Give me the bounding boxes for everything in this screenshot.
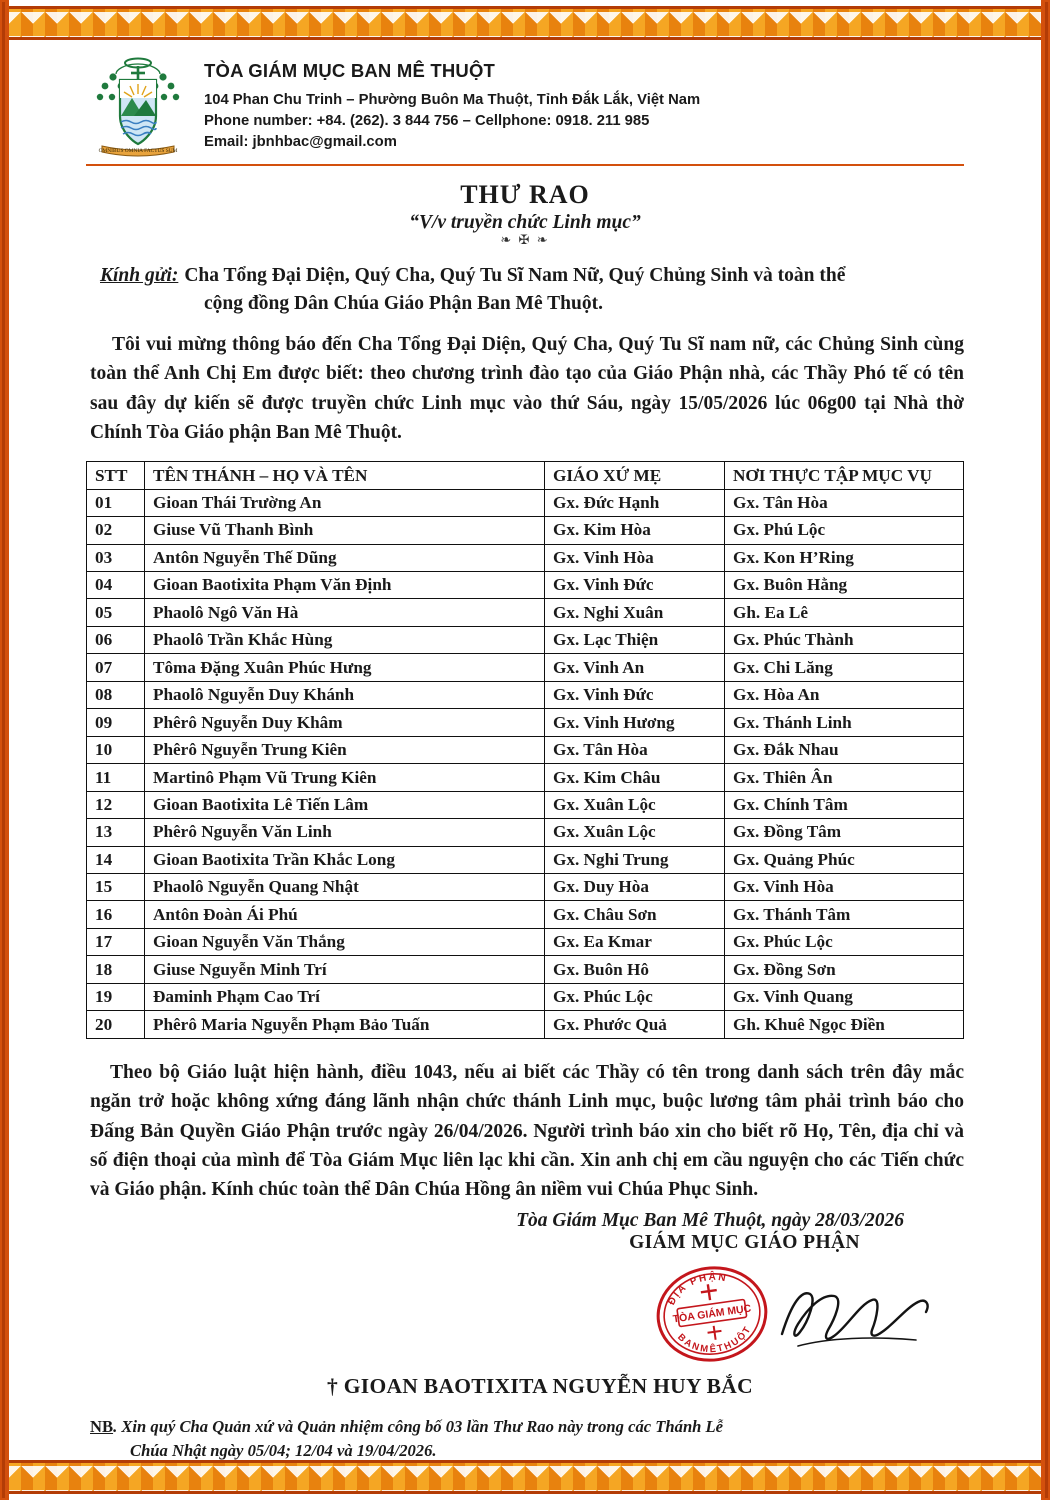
handwritten-signature: [776, 1276, 936, 1356]
table-row: [87, 626, 964, 653]
svg-text:BANMÊTHUỘT: BANMÊTHUỘT: [675, 1323, 755, 1356]
cell-assignment: Gx. Kon H’Ring: [725, 544, 964, 571]
cell-parish: Gx. Vinh Hòa: [545, 544, 725, 571]
ordinands-table: [86, 461, 964, 1039]
organization-phone: Phone number: +84. (262). 3 844 756 – Cellphone: 0918. 211 985: [204, 113, 650, 129]
cell-stt: 07: [87, 654, 145, 681]
cell-assignment: Gh. Khuê Ngọc Điền: [725, 1011, 964, 1038]
cell-assignment: Gx. Thánh Tâm: [725, 901, 964, 928]
cell-parish: Gx. Buôn Hô: [545, 956, 725, 983]
svg-text:TÒA GIÁM MỤC: TÒA GIÁM MỤC: [672, 1302, 752, 1326]
cell-stt: 03: [87, 544, 145, 571]
organization-name: TÒA GIÁM MỤC BAN MÊ THUỘT: [204, 60, 496, 81]
signature-place-date: Tòa Giám Mục Ban Mê Thuột, ngày 28/03/2026: [516, 1210, 904, 1232]
table-row: [87, 791, 964, 818]
cell-parish: Gx. Châu Sơn: [545, 901, 725, 928]
cell-name: Gioan Baotixita Trần Khắc Long: [145, 846, 545, 873]
cell-name: Gioan Nguyễn Văn Thắng: [145, 928, 545, 955]
cell-stt: 08: [87, 681, 145, 708]
cell-assignment: Gx. Buôn Hằng: [725, 571, 964, 598]
cell-assignment: Gx. Phúc Thành: [725, 626, 964, 653]
table-header-row: [87, 462, 964, 489]
border-line-left: [2, 2, 5, 1498]
cell-stt: 02: [87, 517, 145, 544]
note-tag: NB: [90, 1417, 114, 1437]
document-title: THƯ RAO: [460, 180, 590, 209]
addressee-line-1: Cha Tổng Đại Diện, Quý Cha, Quý Tu Sĩ Nam Nữ, Quý Chủng Sinh và toàn thể: [184, 265, 846, 286]
cell-parish: Gx. Tân Hòa: [545, 736, 725, 763]
cell-stt: 15: [87, 873, 145, 900]
decorative-band-top: [9, 6, 1041, 40]
cell-assignment: Gx. Thánh Linh: [725, 709, 964, 736]
intro-paragraph: Tôi vui mừng thông báo đến Cha Tổng Đại Diện, Quý Cha, Quý Tu Sĩ nam nữ, các Chủng Sinh cùng toàn thể Anh Chị Em được biết: theo chương trình đào tạo của Giáo Phận nhà, các Thầy Phó tế có tên sau đây dự kiến sẽ được truyền chức Linh mục vào thứ Sáu, ngày 15/05/2026 lúc 06g00 tại Nhà thờ Chính Tòa Giáo phận Ban Mê Thuột.: [90, 334, 964, 443]
header-name: TÊN THÁNH – HỌ VÀ TÊN: [145, 462, 545, 489]
document-body: [24, 46, 1026, 1460]
cell-parish: Gx. Phúc Lộc: [545, 983, 725, 1010]
cell-parish: Gx. Vinh Đức: [545, 571, 725, 598]
cell-name: Phaolô Nguyễn Duy Khánh: [145, 681, 545, 708]
cell-stt: 18: [87, 956, 145, 983]
cell-name: Phêrô Nguyễn Trung Kiên: [145, 736, 545, 763]
table-row: [87, 873, 964, 900]
cell-stt: 12: [87, 791, 145, 818]
cell-name: Gioan Baotixita Lê Tiến Lâm: [145, 791, 545, 818]
svg-text:ĐỊA PHẬN: ĐỊA PHẬN: [666, 1272, 729, 1308]
cell-stt: 05: [87, 599, 145, 626]
cell-assignment: Gx. Chi Lăng: [725, 654, 964, 681]
ornament-divider: ❧ ✠ ❧: [500, 232, 550, 247]
table-row: [87, 983, 964, 1010]
table-row: [87, 764, 964, 791]
cell-assignment: Gx. Đắk Nhau: [725, 736, 964, 763]
cell-stt: 16: [87, 901, 145, 928]
cell-stt: 11: [87, 764, 145, 791]
cell-parish: Gx. Lạc Thiện: [545, 626, 725, 653]
table-row: [87, 846, 964, 873]
cell-parish: Gx. Ea Kmar: [545, 928, 725, 955]
cell-assignment: Gx. Đồng Tâm: [725, 819, 964, 846]
cell-name: Giuse Nguyễn Minh Trí: [145, 956, 545, 983]
cell-parish: Gx. Duy Hòa: [545, 873, 725, 900]
cell-name: Giuse Vũ Thanh Bình: [145, 517, 545, 544]
cell-stt: 06: [87, 626, 145, 653]
header-home-parish: GIÁO XỨ MẸ: [545, 462, 725, 489]
cell-stt: 04: [87, 571, 145, 598]
cell-name: Martinô Phạm Vũ Trung Kiên: [145, 764, 545, 791]
cell-stt: 14: [87, 846, 145, 873]
cell-name: Antôn Đoàn Ái Phú: [145, 901, 545, 928]
cell-assignment: Gx. Tân Hòa: [725, 489, 964, 516]
addressee-block: [86, 262, 964, 318]
cell-name: Tôma Đặng Xuân Phúc Hưng: [145, 654, 545, 681]
document-subtitle: “V/v truyền chức Linh mục”: [409, 212, 641, 233]
organization-email: Email: jbnhbac@gmail.com: [204, 134, 397, 150]
table-row: [87, 489, 964, 516]
border-line-right: [1045, 2, 1048, 1498]
cell-parish: Gx. Xuân Lộc: [545, 819, 725, 846]
table-row: [87, 544, 964, 571]
cell-stt: 17: [87, 928, 145, 955]
cell-name: Đaminh Phạm Cao Trí: [145, 983, 545, 1010]
cell-parish: Gx. Vinh Hương: [545, 709, 725, 736]
cell-name: Phaolô Ngô Văn Hà: [145, 599, 545, 626]
cell-stt: 13: [87, 819, 145, 846]
cell-name: Phêrô Nguyễn Văn Linh: [145, 819, 545, 846]
cell-name: Antôn Nguyễn Thế Dũng: [145, 544, 545, 571]
cell-name: Gioan Thái Trường An: [145, 489, 545, 516]
header-stt: STT: [87, 462, 145, 489]
official-seal-stamp-icon: [646, 1258, 778, 1370]
table-row: [87, 654, 964, 681]
cell-parish: Gx. Kim Hòa: [545, 517, 725, 544]
cell-stt: 09: [87, 709, 145, 736]
cell-parish: Gx. Đức Hạnh: [545, 489, 725, 516]
note-block: [86, 1415, 964, 1461]
cell-name: Phêrô Maria Nguyễn Phạm Bảo Tuấn: [145, 1011, 545, 1038]
note-line-2: Chúa Nhật ngày 05/04; 12/04 và 19/04/2026.: [130, 1440, 437, 1460]
table-row: [87, 571, 964, 598]
cell-name: Gioan Baotixita Phạm Văn Định: [145, 571, 545, 598]
cell-assignment: Gx. Phú Lộc: [725, 517, 964, 544]
cell-assignment: Gx. Vinh Hòa: [725, 873, 964, 900]
table-row: [87, 956, 964, 983]
signature-area: [86, 1254, 964, 1372]
closing-paragraph: Theo bộ Giáo luật hiện hành, điều 1043, nếu ai biết các Thầy có tên trong danh sách trên đây mắc ngăn trở hoặc không xứng đáng lãnh nhận chức thánh Linh mục, buộc lương tâm phải trình báo cho Đấng Bản Quyền Giáo Phận trước ngày 26/04/2026. Người trình báo xin cho biết rõ Họ, Tên, địa chỉ và số điện thoại của mình để Tòa Giám Mục liên lạc khi cần. Xin anh chị em cầu nguyện cho các Tiến chức và Giáo phận. Kính chúc toàn thể Dân Chúa Hồng ân niềm vui Chúa Phục Sinh.: [90, 1062, 964, 1201]
cell-stt: 20: [87, 1011, 145, 1038]
cell-stt: 10: [87, 736, 145, 763]
cell-assignment: Gx. Hòa An: [725, 681, 964, 708]
cell-stt: 19: [87, 983, 145, 1010]
signature-role: GIÁM MỤC GIÁO PHẬN: [629, 1232, 860, 1254]
diocese-crest-icon: [90, 54, 186, 158]
cell-name: Phêrô Nguyễn Duy Khâm: [145, 709, 545, 736]
cell-assignment: Gx. Thiên Ân: [725, 764, 964, 791]
decorative-band-bottom: [9, 1460, 1041, 1494]
cell-stt: 01: [87, 489, 145, 516]
table-row: [87, 709, 964, 736]
cell-assignment: Gx. Đồng Sơn: [725, 956, 964, 983]
ordinands-table-body: [87, 489, 964, 1038]
cell-name: Phaolô Trần Khắc Hùng: [145, 626, 545, 653]
addressee-line-2: cộng đồng Dân Chúa Giáo Phận Ban Mê Thuột.: [204, 293, 603, 315]
cell-assignment: Gx. Quảng Phúc: [725, 846, 964, 873]
organization-address: 104 Phan Chu Trinh – Phường Buôn Ma Thuột, Tỉnh Đắk Lắk, Việt Nam: [204, 92, 701, 108]
cell-parish: Gx. Nghi Trung: [545, 846, 725, 873]
bishop-name: † GIOAN BAOTIXITA NGUYỄN HUY BẮC: [327, 1374, 753, 1399]
table-row: [87, 901, 964, 928]
cell-parish: Gx. Phước Quả: [545, 1011, 725, 1038]
svg-text:OMNIBUS OMNIA FACTUS SUM: OMNIBUS OMNIA FACTUS SUM: [98, 148, 178, 154]
table-row: [87, 681, 964, 708]
table-row: [87, 928, 964, 955]
addressee-label: Kính gửi:: [100, 265, 179, 286]
cell-assignment: Gh. Ea Lê: [725, 599, 964, 626]
cell-assignment: Gx. Chính Tâm: [725, 791, 964, 818]
header-pastoral-assignment: NƠI THỰC TẬP MỤC VỤ: [725, 462, 964, 489]
table-row: [87, 599, 964, 626]
cell-parish: Gx. Kim Châu: [545, 764, 725, 791]
table-row: [87, 1011, 964, 1038]
cell-parish: Gx. Vinh Đức: [545, 681, 725, 708]
table-row: [87, 819, 964, 846]
cell-parish: Gx. Nghi Xuân: [545, 599, 725, 626]
table-row: [87, 736, 964, 763]
cell-name: Phaolô Nguyễn Quang Nhật: [145, 873, 545, 900]
cell-parish: Gx. Xuân Lộc: [545, 791, 725, 818]
note-line-1: . Xin quý Cha Quản xứ và Quản nhiệm công bố 03 lần Thư Rao này trong các Thánh Lễ: [113, 1417, 724, 1437]
table-row: [87, 517, 964, 544]
cell-assignment: Gx. Phúc Lộc: [725, 928, 964, 955]
cell-parish: Gx. Vinh An: [545, 654, 725, 681]
letterhead: [86, 54, 964, 166]
cell-assignment: Gx. Vinh Quang: [725, 983, 964, 1010]
